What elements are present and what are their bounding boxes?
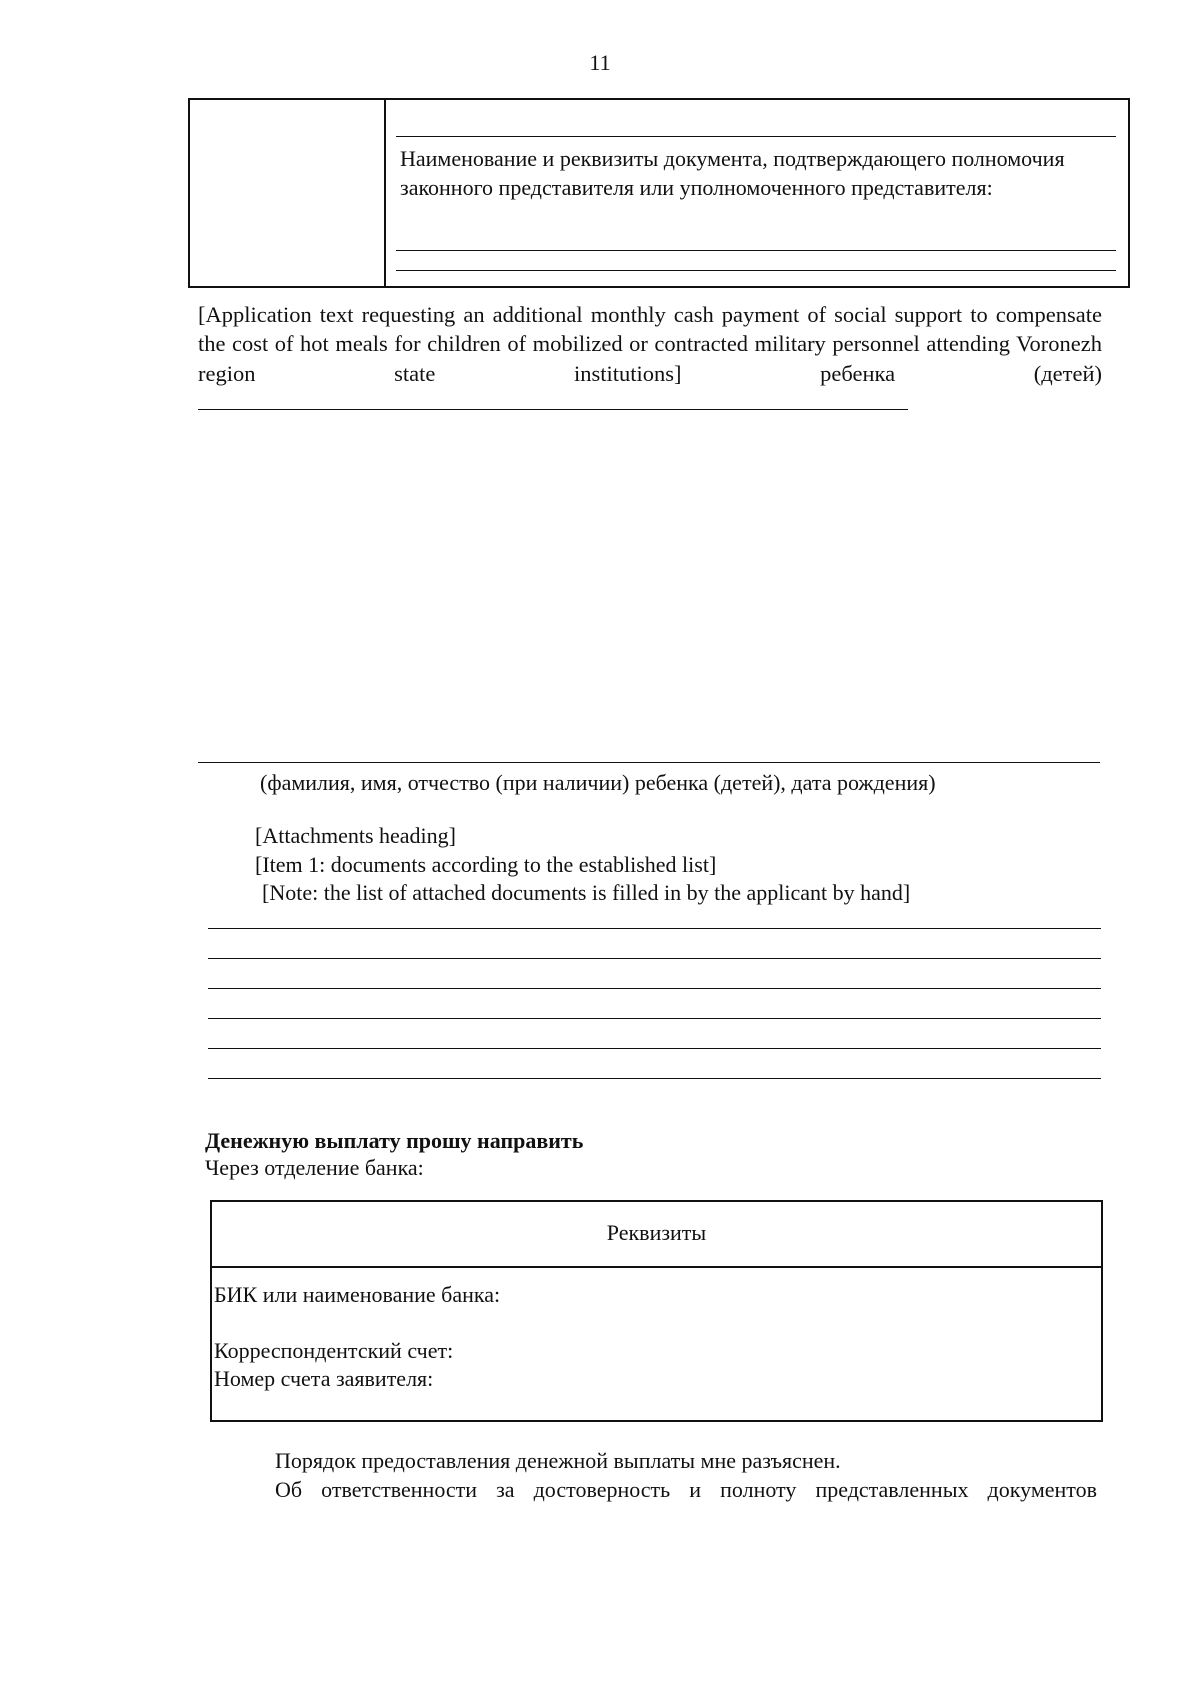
attachments-heading: [Attachments heading] [255,823,456,848]
requisites-title: Реквизиты [212,1202,1101,1268]
bank-requisites-table [210,1200,1103,1422]
table-left-cell [190,100,386,286]
applicant-account-field[interactable]: Номер счета заявителя: [214,1366,434,1391]
responsibility-statement: Об ответственности за достоверность и полноту представленных документов [275,1477,1097,1502]
application-body [198,300,1102,418]
representative-document-table [188,98,1130,288]
attachments-note: [Note: the list of attached documents is filled in by the applicant by hand] [262,880,911,905]
payment-via-bank: Через отделение банка: [205,1155,424,1180]
representative-document-caption: Наименование и реквизиты документа, подтверждающего полномочия законного представителя или уполномоченного представителя: [400,146,1065,200]
attachments-item-1: [Item 1: documents according to the established list] [255,852,717,877]
attachment-line[interactable] [208,928,1101,929]
child-name-field[interactable] [198,409,908,410]
application-paragraph: [Application text requesting an additional monthly cash payment of social support to compensate the cost of hot meals for children of mobilized or contracted military personnel attending Voronezh region state institutions] [198,302,1102,386]
attachment-line[interactable] [208,1078,1101,1079]
fill-line[interactable] [396,136,1116,137]
child-name-line[interactable] [198,762,1100,763]
attachment-line[interactable] [208,988,1101,989]
fill-line[interactable] [396,250,1116,251]
bik-field[interactable]: БИК или наименование банка: [214,1282,501,1307]
attachment-line[interactable] [208,1048,1101,1049]
attachment-line[interactable] [208,958,1101,959]
corr-account-field[interactable]: Корреспондентский счет: [214,1338,454,1363]
payment-heading: Денежную выплату прошу направить [205,1128,584,1153]
child-label: ребенка (детей) [820,360,1102,386]
explanation-statement: Порядок предоставления денежной выплаты мне разъяснен. [275,1448,841,1473]
child-name-hint: (фамилия, имя, отчество (при наличии) ребенка (детей), дата рождения) [260,770,936,795]
page-number: 11 [589,50,611,75]
attachment-line[interactable] [208,1018,1101,1019]
fill-line[interactable] [396,270,1116,271]
